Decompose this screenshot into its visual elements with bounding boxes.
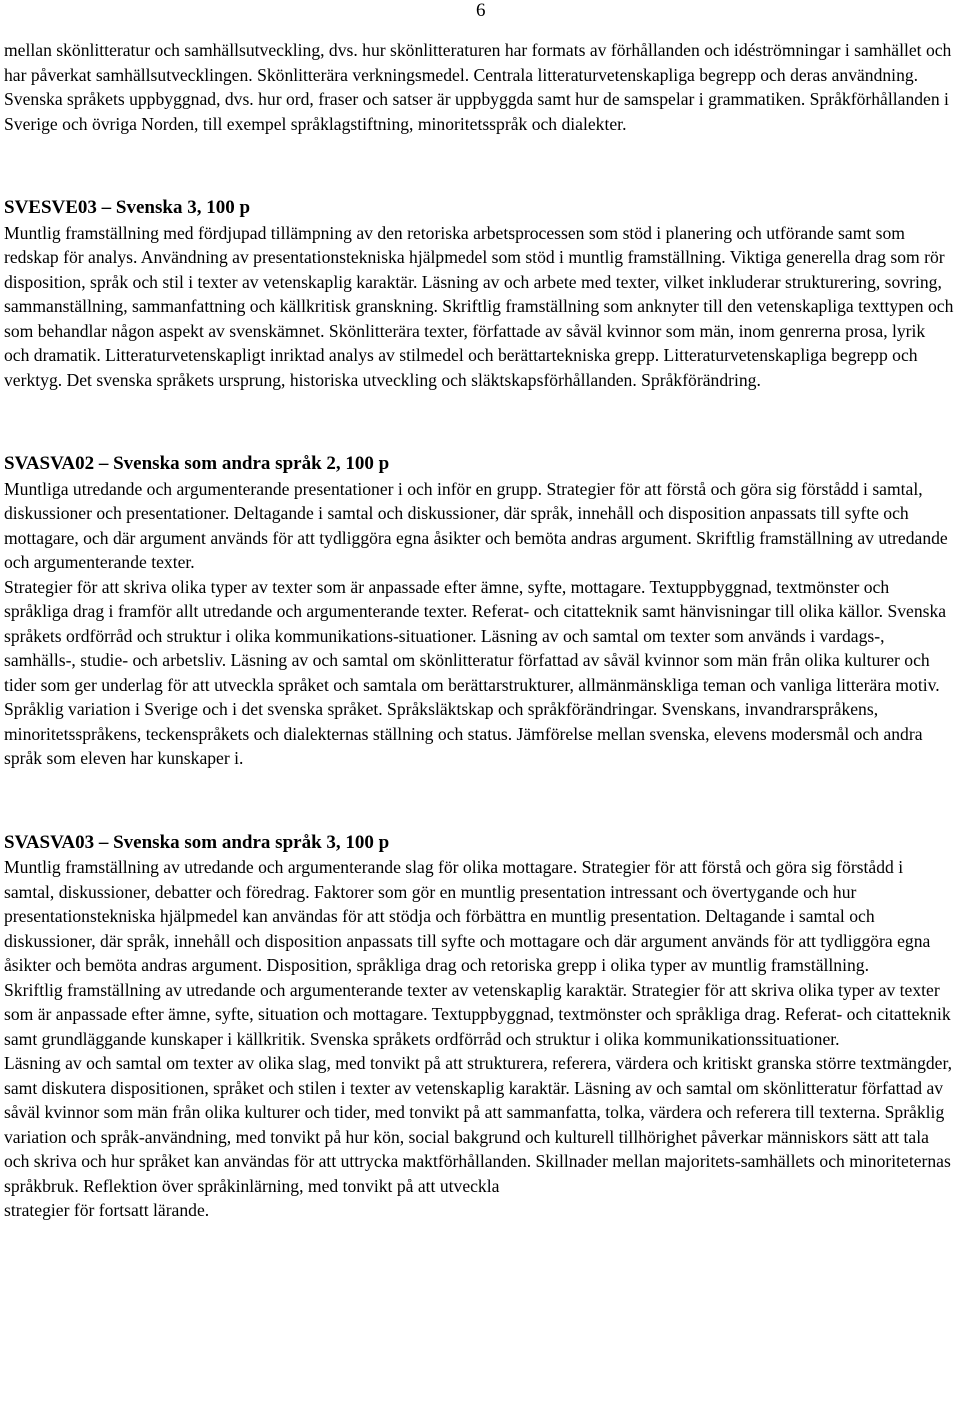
course-heading: SVASVA02 – Svenska som andra språk 2, 100 p [4,453,390,474]
course-paragraph: Strategier för att skriva olika typer av texter som är anpassade efter ämne, syfte, mottagare. Textuppbyggnad, textmönster och språkliga drag i framför allt utredande och argumenterande texter. Referat- och citatteknik samt hänvisningar till olika källor. Svenska språkets ordförråd och struktur i olika kommunikations-situationer. Läsning av och samtal om texter som används i vardags-, samhälls-, studie- och arbetsliv. Läsning av och samtal om skönlitteratur författad av såväl kvinnor som män från olika kulturer och tider som ger underlag för att utveckla språket och samtala om berättarstrukturer, allmänmänskliga teman och vanliga litterära motiv. Språklig variation i Sverige och i det svenska språket. Språksläktskap och språkförändringar. Svenskans, invandrarspråkens, minoritetsspråkens, teckenspråkets och dialekternas ställning och status. Jämförelse mellan svenska, elevens modersmål och andra språk som eleven har kunskaper i. [4,576,947,768]
course-paragraph: Muntlig framställning av utredande och argumenterande slag för olika mottagare. Strategier för att förstå och göra sig förstådd i samtal, diskussioner, debatter och föredrag. Faktorer som gör en muntlig presentation intressant och övertygande och hur presentationstekniska hjälpmedel kan användas för att stödja och förbättra en muntlig presentation. Deltagande i samtal och diskussioner, där språk, innehåll och disposition anpassats till syfte och mottagare och där argument används för att tydliggöra egna åsikter och bemöta andras argument. Disposition, språkliga drag och retoriska grepp i olika typer av muntlig framställning. [4,857,931,975]
page-number: 6 [476,0,486,21]
course-heading: SVASVA03 – Svenska som andra språk 3, 100 p [4,831,390,853]
document-body [4,38,954,1223]
course-section-svasva03 [4,831,954,1223]
course-paragraph: Muntliga utredande och argumenterande presentationer i och inför en grupp. Strategier för att förstå och göra sig förstådd i samtal, diskussioner och presentationer. Deltagande i samtal och diskussioner, där språk, innehåll och disposition anpassats till syfte och mottagare, och där argument används för att tydliggöra egna åsikter och bemöta andras argument. Skriftlig framställning av utredande och argumenterande texter. [4,478,948,572]
course-paragraph: strategier för fortsatt lärande. [4,1200,210,1220]
course-section-svesve03 [4,196,954,392]
course-paragraph: Skriftlig framställning av utredande och argumenterande texter av vetenskaplig karaktär. Strategier för att skriva olika typer av texter som är anpassade efter ämne, syfte, situation och mottagare. Textuppbyggnad, textmönster och språkliga drag. Referat- och citatteknik samt grundläggande kunskaper i källkritik. Svenska språkets ordförråd och struktur i olika kommunikationssituationer. [4,979,951,1049]
course-paragraph: Läsning av och samtal om texter av olika slag, med tonvikt på att strukturera, referera, värdera och kritiskt granska större textmängder, samt diskutera dispositionen, språket och stilen i texter av vetenskaplig karaktär. Läsning av och samtal om skönlitteratur författad av såväl kvinnor som män från olika kulturer och tider, med tonvikt på att sammanfatta, tolka, värdera och referera till texterna. Språklig variation och språk-användning, med tonvikt på hur kön, social bakgrund och kulturell tillhörighet påverkar människors sätt att tala och skriva och hur språket kan användas för att uttrycka maktförhållanden. Skillnader mellan majoritets-samhällets och minoriteternas språkbruk. Reflektion över språkinlärning, med tonvikt på att utveckla [4,1053,953,1196]
intro-paragraph: mellan skönlitteratur och samhällsutveckling, dvs. hur skönlitteraturen har formats av förhållanden och idéströmningar i samhället och har påverkat samhällsutvecklingen. Skönlitterära verkningsmedel. Centrala litteraturvetenskapliga begrepp och deras användning. Svenska språkets uppbyggnad, dvs. hur ord, fraser och satser är uppbyggda samt hur de samspelar i grammatiken. Språkförhållanden i Sverige och övriga Norden, till exempel språklagstiftning, minoritetsspråk och dialekter. [4,40,952,134]
course-heading: SVESVE03 – Svenska 3, 100 p [4,197,251,218]
course-section-svasva02 [4,452,954,771]
course-paragraph: Muntlig framställning med fördjupad tillämpning av den retoriska arbetsprocessen som stöd i planering och utförande samt som redskap för analys. Användning av presentationstekniska hjälpmedel som stöd i muntlig framställning. Viktiga generella drag som rör disposition, språk och stil i texter av vetenskaplig karaktär. Läsning av och arbete med texter, vilket inkluderar strukturering, sovring, sammanställning, sammanfattning och källkritisk granskning. Skriftlig framställning som anknyter till den vetenskapliga texttypen och som behandlar någon aspekt av svenskämnet. Skönlitterära texter, författade av såväl kvinnor som män, inom genrerna prosa, lyrik och dramatik. Litteraturvetenskapligt inriktad analys av stilmedel och berättartekniska grepp. Litteraturvetenskapliga begrepp och verktyg. Det svenska språkets ursprung, historiska utveckling och släktskapsförhållanden. Språkförändring. [4,222,954,390]
